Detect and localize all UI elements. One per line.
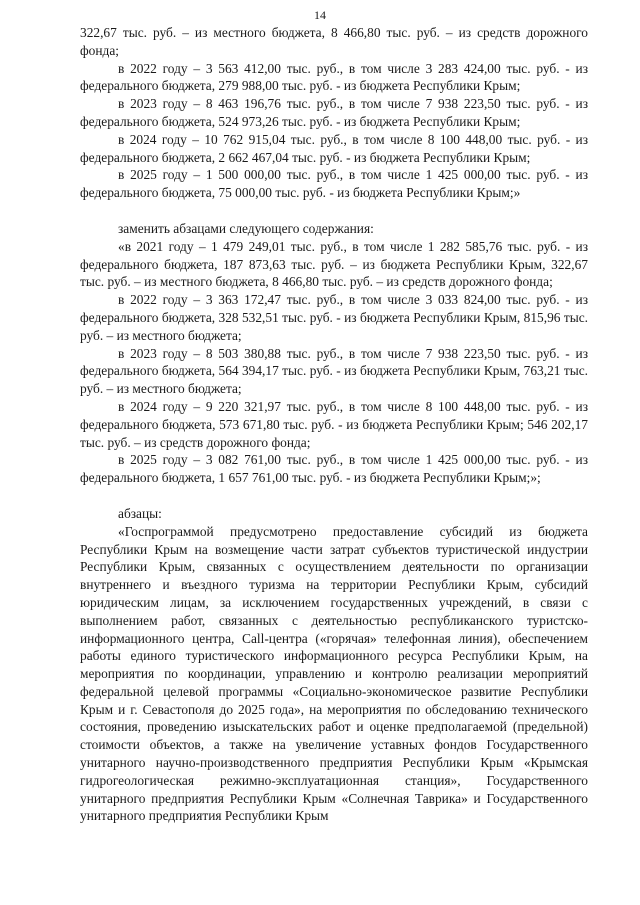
new-paragraph-2024: в 2024 году – 9 220 321,97 тыс. руб., в том числе 8 100 448,00 тыс. руб. - из федерального бюджета, 573 671,80 тыс. руб. - из бюджета Республики Крым; 546 202,17 тыс. руб. – из средств дорожного фонда; [80, 398, 588, 450]
new-paragraph-2022: в 2022 году – 3 363 172,47 тыс. руб., в том числе 3 033 824,00 тыс. руб. - из федерального бюджета, 328 532,51 тыс. руб. - из бюджета Республики Крым, 815,96 тыс. руб. – из местного бюджета; [80, 292, 588, 343]
old-paragraph-2021-tail: 322,67 тыс. руб. – из местного бюджета, 8 466,80 тыс. руб. – из средств дорожного фонда; [80, 25, 588, 58]
new-paragraph-2023: в 2023 году – 8 503 380,88 тыс. руб., в том числе 7 938 223,50 тыс. руб. - из федерального бюджета, 564 394,17 тыс. руб. - из бюджета Республики Крым, 763,21 тыс. руб. – из местного бюджета; [80, 345, 588, 397]
old-paragraph-2022: в 2022 году – 3 563 412,00 тыс. руб., в том числе 3 283 424,00 тыс. руб. - из федерального бюджета, 279 988,00 тыс. руб. - из бюджета Республики Крым; [80, 60, 588, 94]
final-paragraph: «Госпрограммой предусмотрено предоставление субсидий из бюджета Республики Крым на возмещение части затрат субъектов туристической индустрии Республики Крым, связанных с осуществлением деятельности по организации внутреннего и въездного туризма на территории Республики Крым, субсидий юридическим лицам, за исключением государственных учреждений, в связи с выполнением работ, связанных с деятельностью республиканского туристско-информационного центра, Call-центра («горячая» телефонная линия), обеспечением работы единого туристического информационного ресурса Республики Крым, на мероприятия по координации, управлению и контролю реализации мероприятий федеральной целевой программы «Социально-экономическое развитие Республики Крым и г. Севастополя до 2025 года», на мероприятия по обследованию технического состояния, проведению изыскательских работ и оценке предполагаемой (предельной) стоимости объектов, а также на увеличение уставных фондов Государственного унитарного научно-производственного предприятия Республики Крым «Крымская гидрогеологическая режимно-эксплуатационная станция», Государственного унитарного предприятия Республики Крым «Солнечная Таврика» и Государственного унитарного предприятия Республики Крым [80, 523, 588, 824]
replace-intro: заменить абзацами следующего содержания: [118, 220, 374, 236]
document-body [80, 24, 588, 825]
new-paragraph-2025: в 2025 году – 3 082 761,00 тыс. руб., в том числе 1 425 000,00 тыс. руб. - из федерального бюджета, 1 657 761,00 тыс. руб. - из бюджета Республики Крым;»; [80, 452, 588, 486]
old-paragraph-2023: в 2023 году – 8 463 196,76 тыс. руб., в том числе 7 938 223,50 тыс. руб. - из федерального бюджета, 524 973,26 тыс. руб. - из бюджета Республики Крым; [80, 96, 588, 129]
spacer [80, 487, 588, 505]
page-number: 14 [314, 8, 326, 22]
old-paragraph-2025: в 2025 году – 1 500 000,00 тыс. руб., в том числе 1 425 000,00 тыс. руб. - из федерального бюджета, 75 000,00 тыс. руб. - из бюджета Республики Крым;» [80, 167, 588, 201]
abzatsy-label: абзацы: [118, 505, 162, 521]
new-paragraph-2021: «в 2021 году – 1 479 249,01 тыс. руб., в том числе 1 282 585,76 тыс. руб. - из федерального бюджета, 187 873,63 тыс. руб. – из бюджета Республики Крым, 322,67 тыс. руб. – из местного бюджета, 8 466,80 тыс. руб. – из средств дорожного фонда; [80, 238, 588, 290]
old-paragraph-2024: в 2024 году – 10 762 915,04 тыс. руб., в том числе 8 100 448,00 тыс. руб. - из федерального бюджета, 2 662 467,04 тыс. руб. - из бюджета Республики Крым; [80, 131, 588, 165]
spacer [80, 202, 588, 220]
